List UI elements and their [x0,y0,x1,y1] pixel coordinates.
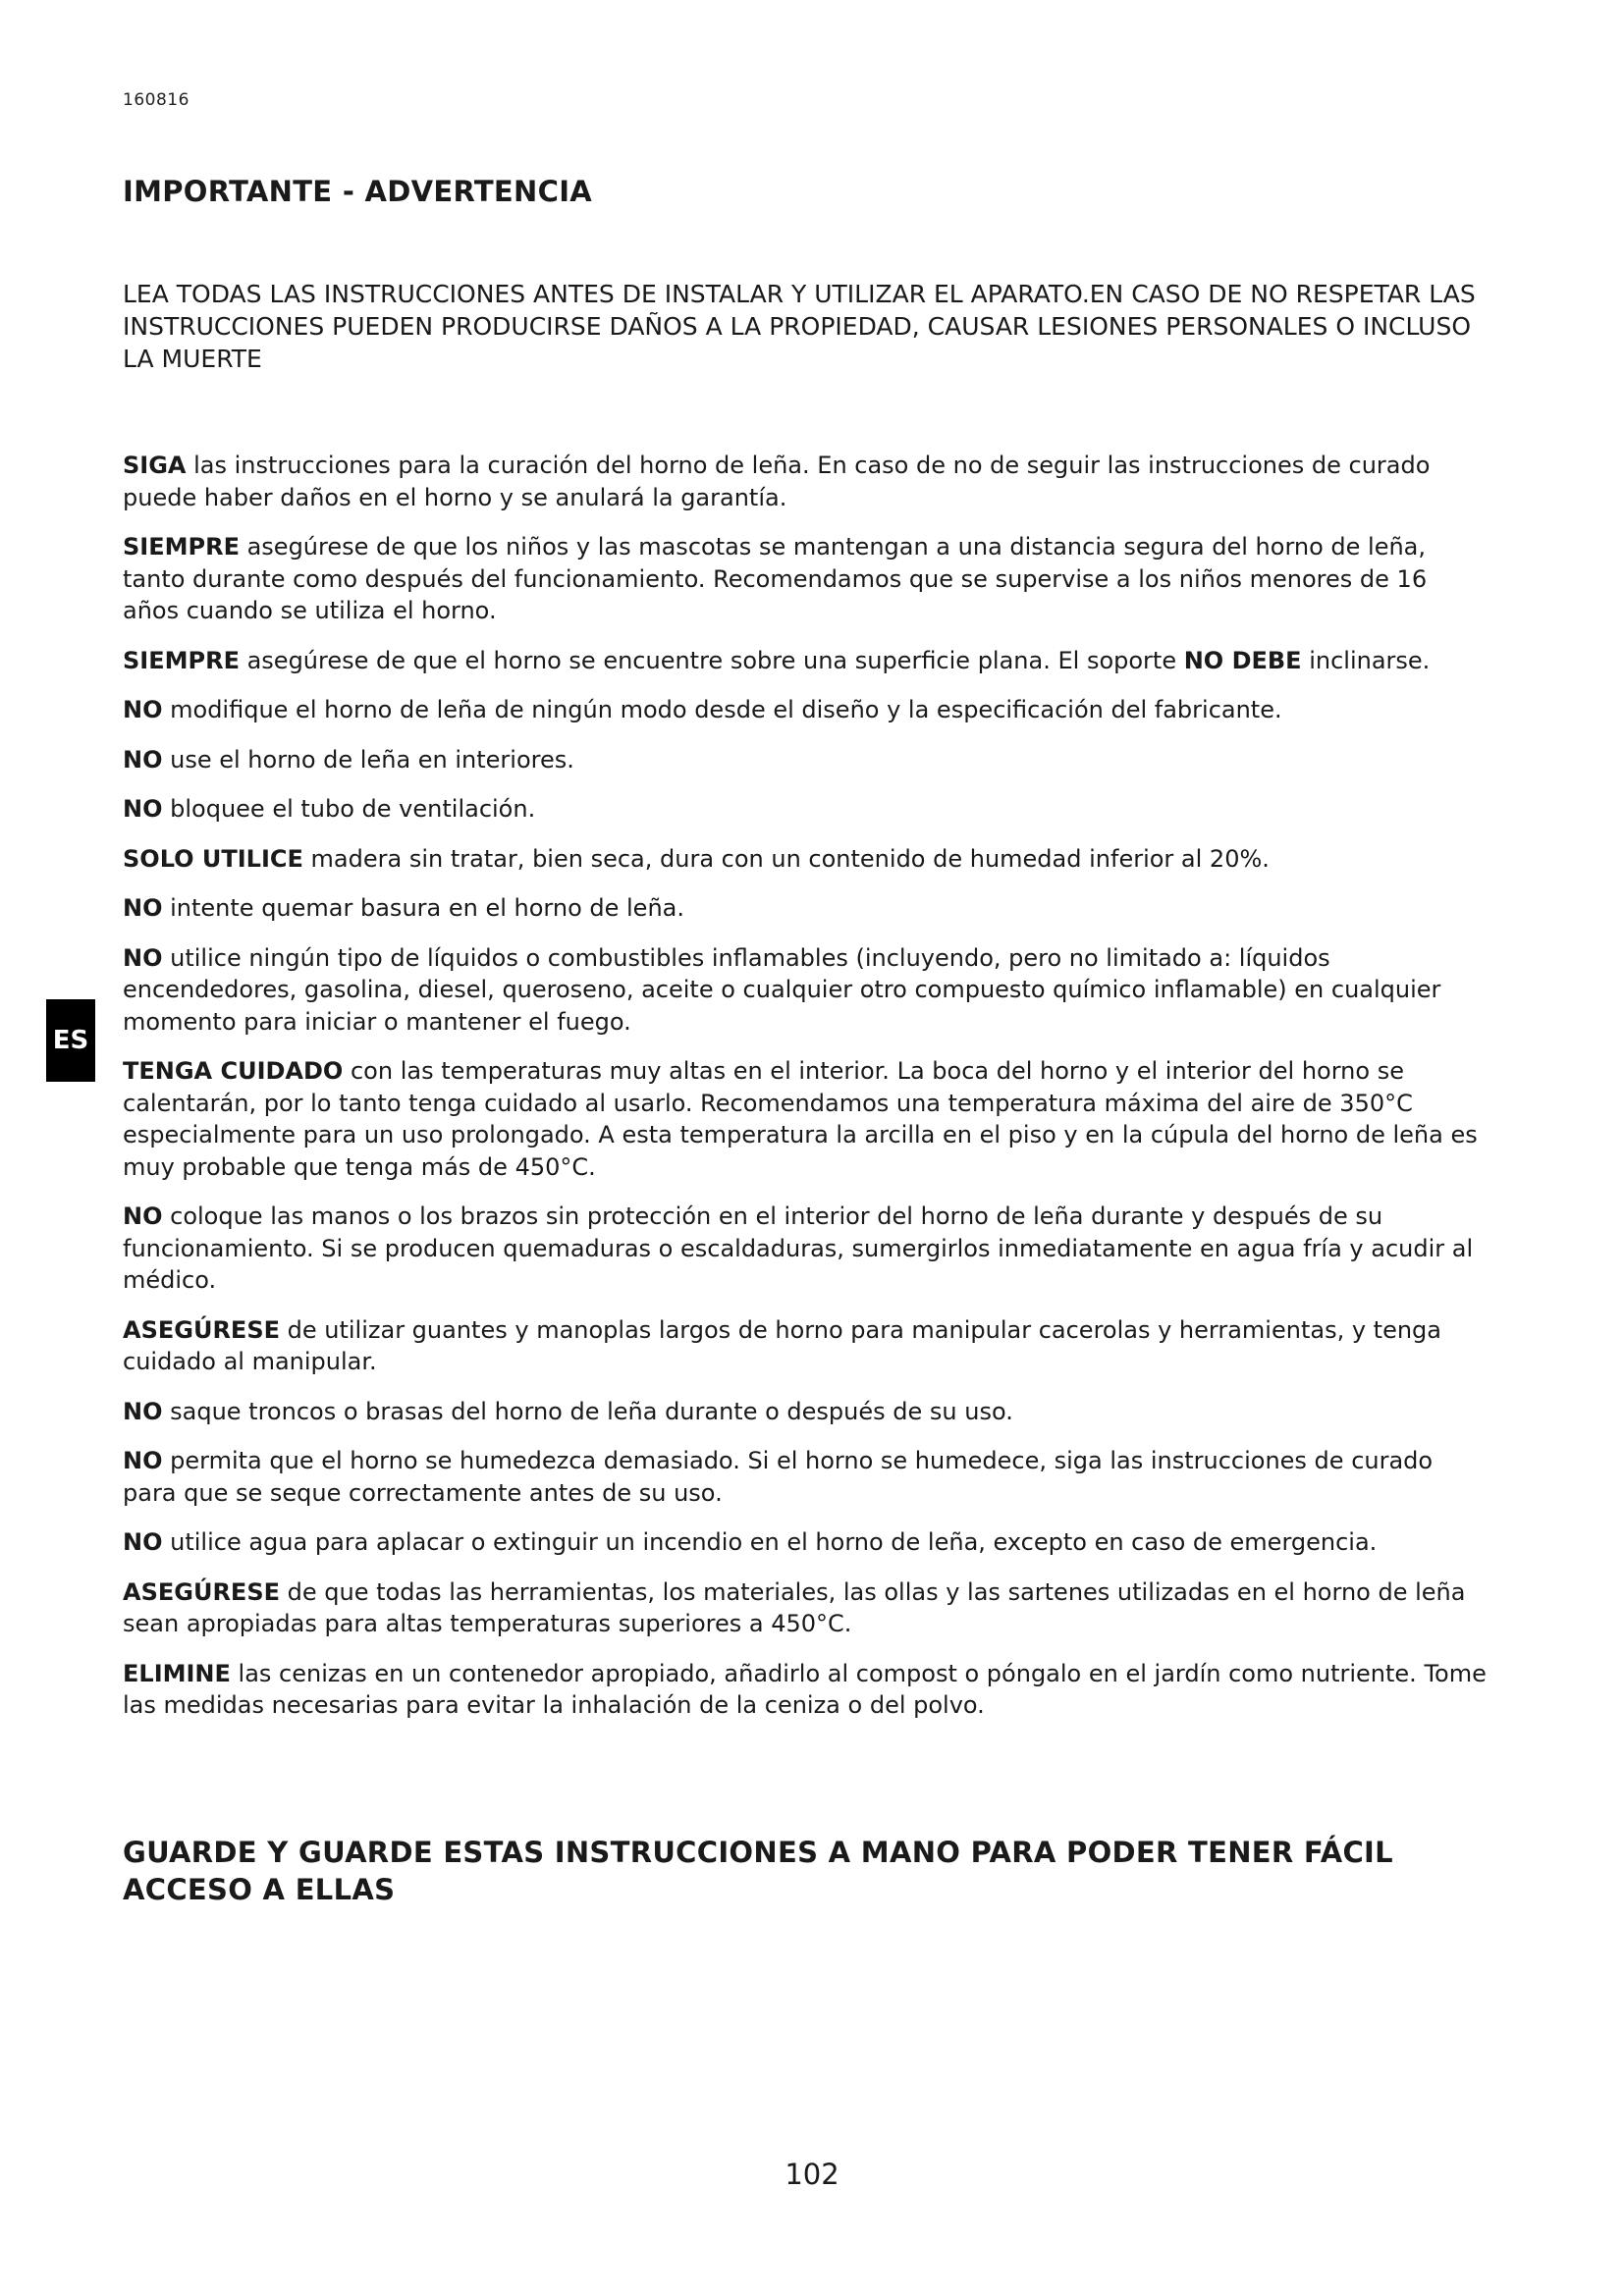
rule-keyword: NO [123,894,163,922]
rule-item [123,744,1488,776]
rule-keyword: SIEMPRE [123,646,240,674]
rule-text: utilice agua para aplacar o extinguir un incendio en el horno de leña, excepto en caso de emergencia. [162,1528,1378,1556]
rule-text: coloque las manos o los brazos sin protección en el interior del horno de leña durante y después de su funcionamiento. Si se producen quemaduras o escaldaduras, sumergirlos inmediatamente en agua fría y acudir al médico. [123,1202,1474,1294]
rule-keyword: NO [123,1447,163,1474]
rule-item [123,645,1488,677]
rule-text: de utilizar guantes y manoplas largos de horno para manipular cacerolas y herramientas, y tenga cuidado al manipular. [123,1315,1441,1375]
rule-item [123,1396,1488,1428]
rule-text: de que todas las herramientas, los materiales, las ollas y las sartenes utilizadas en el horno de leña sean apropiadas para altas temperaturas superiores a 450°C. [123,1577,1466,1637]
rule-text: use el horno de leña en interiores. [162,745,574,774]
page-number: 102 [785,2158,839,2191]
rule-text: madera sin tratar, bien seca, dura con un contenido de humedad inferior al 20%. [302,844,1270,873]
rule-item [123,1201,1488,1297]
rule-text: modifique el horno de leña de ningún modo desde el diseño y la especificación del fabricante. [162,696,1282,723]
rule-text: intente quemar basura en el horno de leña. [162,894,684,922]
rule-item [123,942,1488,1039]
rule-keyword: SIGA [123,452,187,479]
rule-item [123,843,1488,876]
rule-keyword: SIEMPRE [123,533,240,561]
rule-text: las cenizas en un contenedor apropiado, añadirlo al compost o póngalo en el jardín como nutriente. Tome las medidas necesarias para evitar la inhalación de la ceniza o del polvo. [123,1659,1487,1719]
rule-keyword: ASEGÚRESE [123,1577,280,1606]
rule-keyword: NO [123,696,163,723]
safety-rules-list [123,450,1488,1739]
rule-keyword: ELIMINE [123,1659,231,1687]
rule-item [123,1526,1488,1559]
rule-keyword: NO [123,943,163,972]
rule-text: asegúrese de que los niños y las mascotas se mantengan a una distancia segura del horno de leña, tanto durante como después del funcionamiento. Recomendamos que se supervise a los niños menores de 16 años cuando se utiliza el horno. [123,533,1428,624]
rule-keyword: NO [123,1202,163,1230]
rule-text: las instrucciones para la curación del horno de leña. En caso de no de seguir las instrucciones de curado puede haber daños en el horno y se anulará la garantía. [123,452,1431,511]
rule-item [123,1658,1488,1722]
rule-item [123,1314,1488,1378]
closing-notice: GUARDE Y GUARDE ESTAS INSTRUCCIONES A MANO PARA PODER TENER FÁCIL ACCESO A ELLAS [123,1836,1393,1906]
rule-item [123,892,1488,925]
rule-item [123,1055,1488,1183]
rule-keyword: SOLO UTILICE [123,844,303,873]
rule-item [123,793,1488,826]
rule-item [123,694,1488,726]
rule-keyword: TENGA CUIDADO [123,1057,344,1085]
rule-text: utilice ningún tipo de líquidos o combustibles inflamables (incluyendo, pero no limitado a: líquidos encendedores, gasolina, diesel, queroseno, aceite o cualquier otro compuesto químico inflamable) en cualquier momento para iniciar o mantener el fuego. [123,943,1441,1036]
rule-text: bloquee el tubo de ventilación. [162,795,536,823]
rule-text: con las temperaturas muy altas en el interior. La boca del horno y el interior del horno se calentarán, por lo tanto tenga cuidado al usarlo. Recomendamos una temperatura máxima del aire de 350°C especialmente para un uso prolongado. A esta temperatura la arcilla en el piso y en la cúpula del horno de leña es muy probable que tenga más de 450°C. [123,1057,1478,1181]
rule-keyword: NO DEBE [1183,646,1302,674]
rule-text: asegúrese de que el horno se encuentre sobre una superficie plana. El soporte [239,646,1184,674]
rule-item [123,531,1488,627]
rule-keyword: NO [123,795,163,823]
language-tab: ES [46,999,95,1082]
rule-keyword: NO [123,1397,163,1425]
document-code: 160816 [123,90,189,110]
rule-item [123,1576,1488,1640]
rule-item [123,450,1488,513]
rule-text: inclinarse. [1301,646,1431,674]
rule-keyword: NO [123,745,163,774]
rule-keyword: ASEGÚRESE [123,1315,280,1344]
rule-text: permita que el horno se humedezca demasiado. Si el horno se humedece, siga las instrucciones de curado para que se seque correctamente antes de su uso. [123,1447,1434,1507]
rule-item [123,1445,1488,1509]
rule-text: saque troncos o brasas del horno de leña durante o después de su uso. [162,1397,1013,1425]
rule-keyword: NO [123,1528,163,1556]
page-title: IMPORTANTE - ADVERTENCIA [123,175,593,208]
intro-warning: LEA TODAS LAS INSTRUCCIONES ANTES DE INSTALAR Y UTILIZAR EL APARATO.EN CASO DE NO RESPETAR LAS INSTRUCCIONES PUEDEN PRODUCIRSE DAÑOS A LA PROPIEDAD, CAUSAR LESIONES PERSONALES O INCLUSO LA MUERTE [123,280,1476,373]
